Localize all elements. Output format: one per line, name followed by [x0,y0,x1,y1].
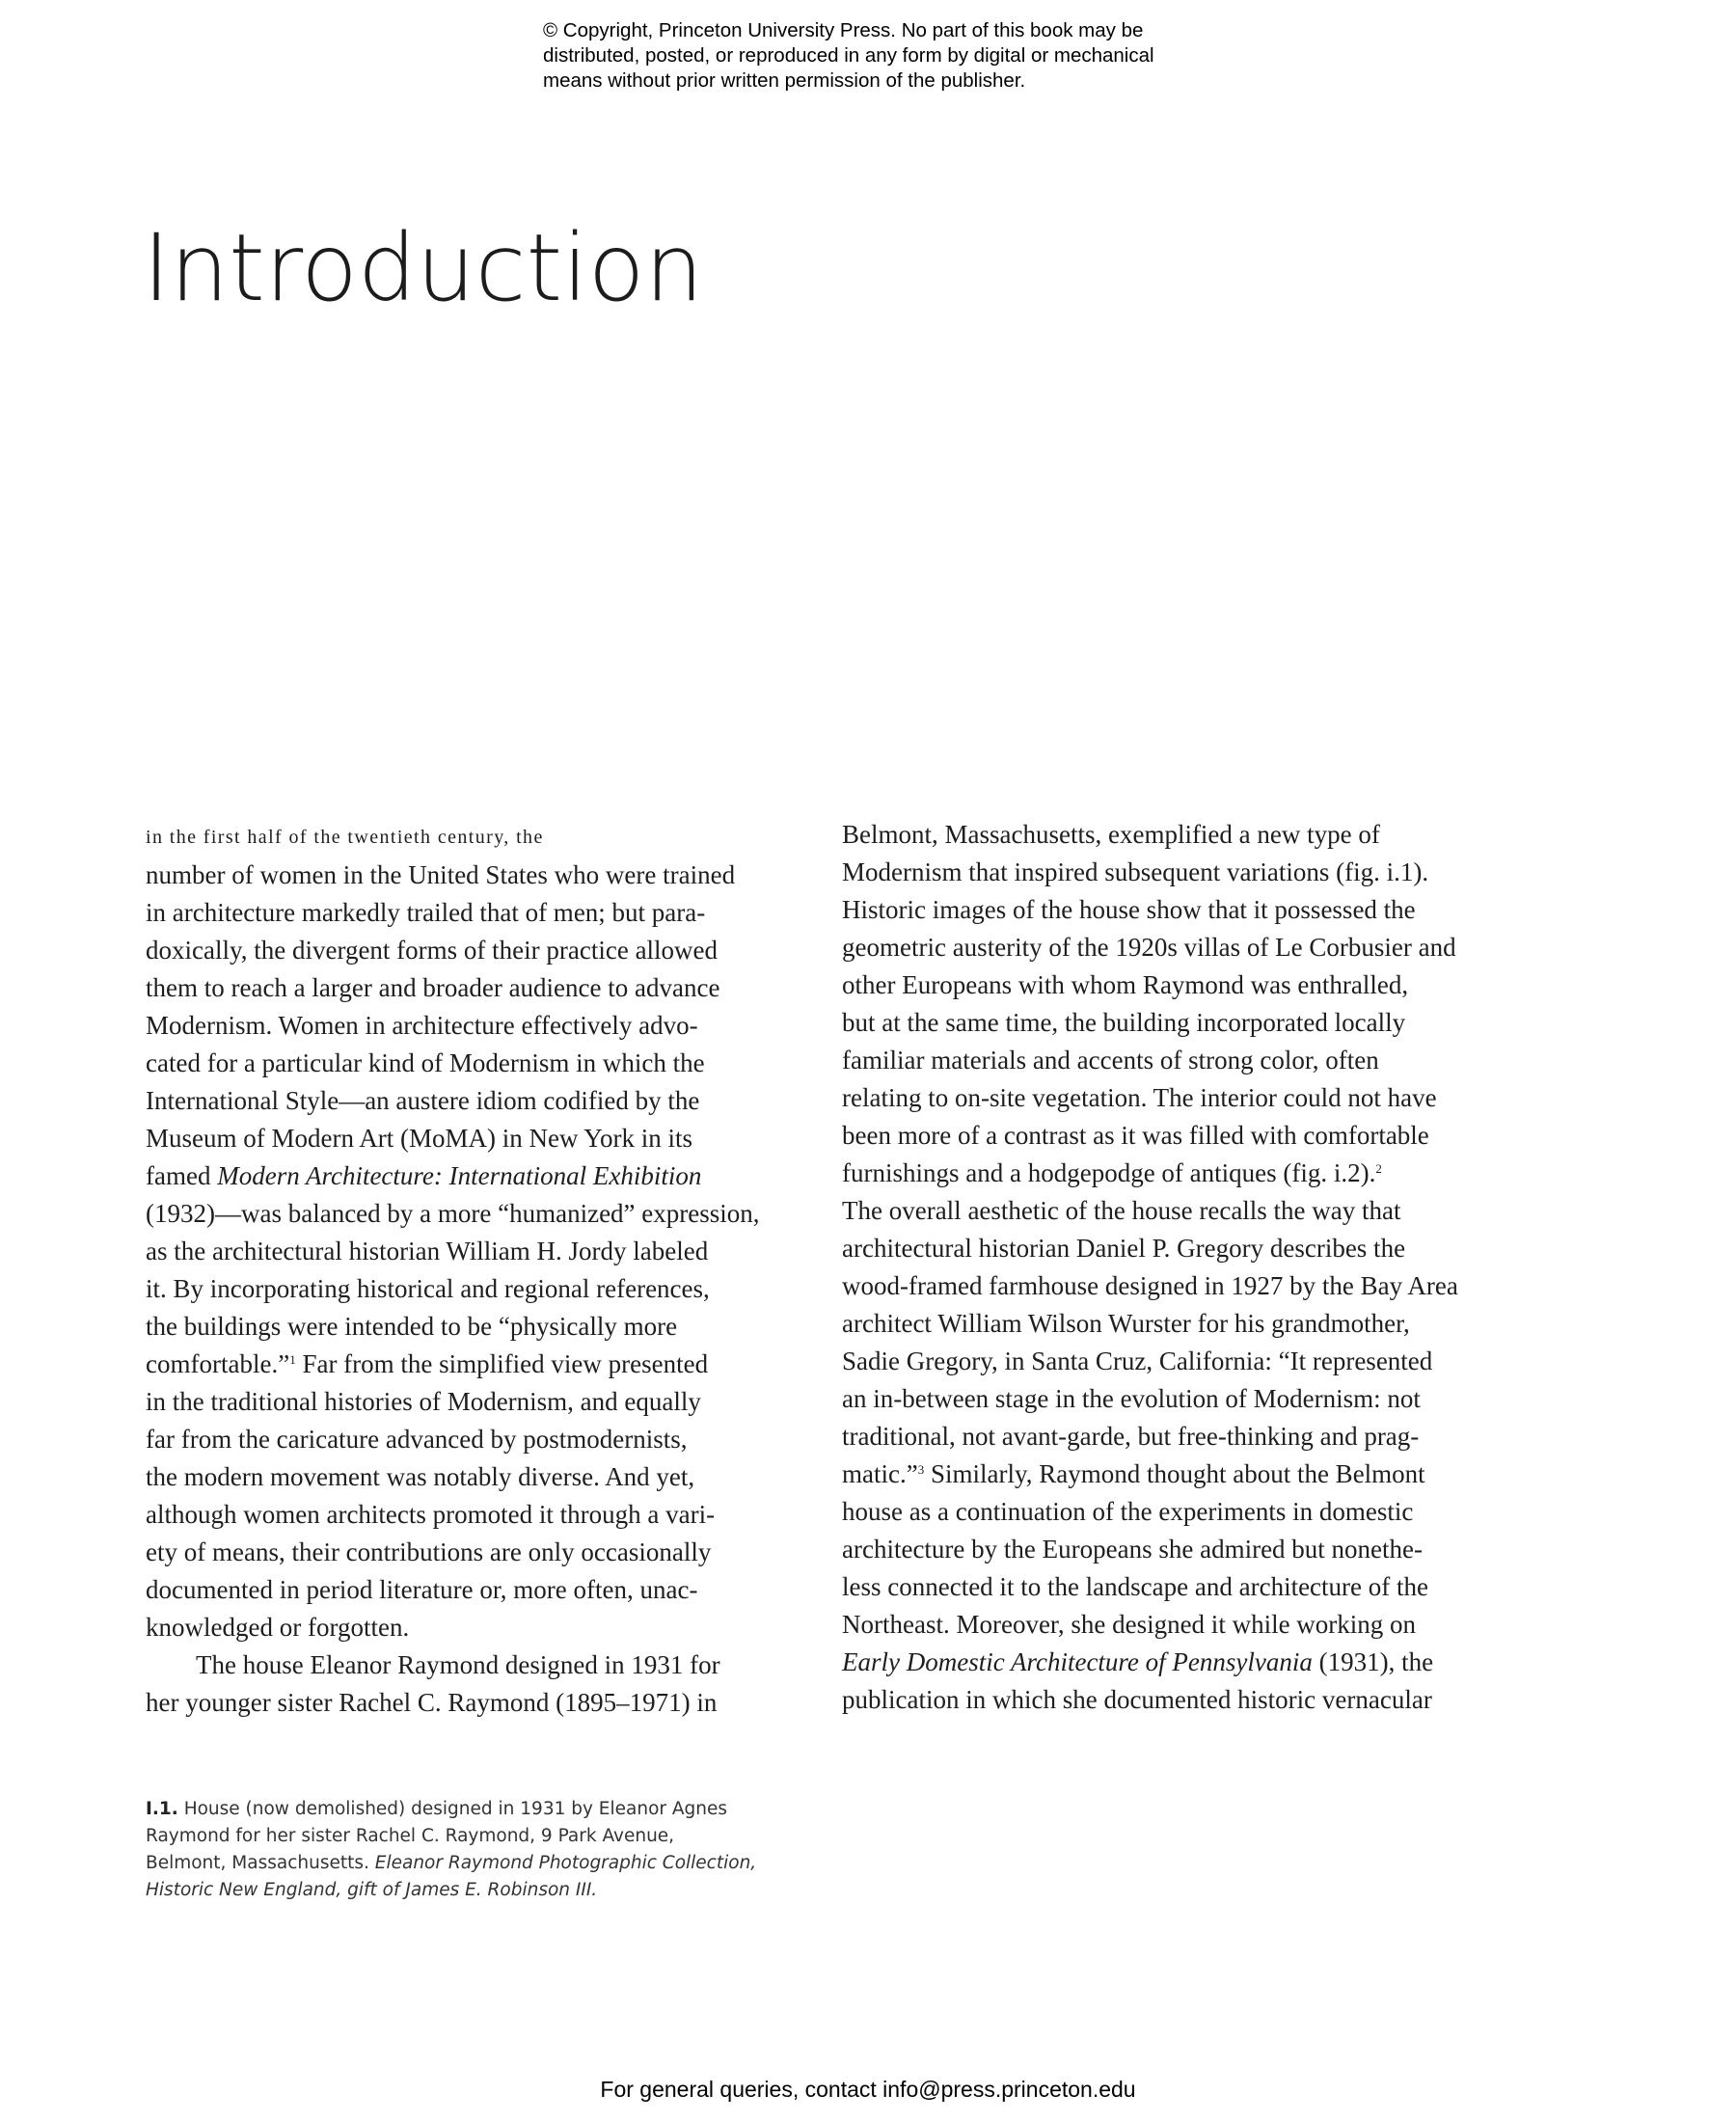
figure-label: I.1. [146,1799,178,1819]
text-line: cated for a particular kind of Modernism in which the [146,1048,705,1077]
text-line: less connected it to the landscape and architecture of the [842,1572,1428,1601]
text-line: knowledged or forgotten. [146,1613,410,1642]
text-line: architect William Wilson Wurster for his grandmother, [842,1309,1410,1338]
text-line: wood-framed farmhouse designed in 1927 by the Bay Area [842,1271,1458,1300]
text-line: in the traditional histories of Modernism, and equally [146,1387,701,1416]
copyright-line: means without prior written permission of the publisher. [543,69,1026,92]
text-fragment: famed [146,1161,218,1190]
text-line: familiar materials and accents of strong color, often [842,1046,1379,1075]
text-line: house as a continuation of the experiments in domestic [842,1497,1414,1526]
text-line: The overall aesthetic of the house recalls the way that [842,1196,1401,1225]
copyright-line: distributed, posted, or reproduced in any form by digital or mechanical [543,44,1154,67]
text-line [842,1644,1517,1681]
exhibition-title: Modern Architecture: International Exhibition [217,1161,702,1190]
text-line: Modernism. Women in architecture effectively advo- [146,1011,698,1040]
text-line: an in-between stage in the evolution of Modernism: not [842,1384,1421,1413]
text-line: as the architectural historian William H. Jordy labeled [146,1237,709,1265]
text-line [842,1155,1517,1192]
footnote-ref-1[interactable]: 1 [289,1352,296,1367]
text-line [842,1455,1517,1493]
text-line: them to reach a larger and broader audience to advance [146,973,720,1002]
text-line [146,1157,801,1195]
left-text-column [146,816,801,1722]
caption-text: Belmont, Massachusetts. [146,1853,375,1873]
text-line: Sadie Gregory, in Santa Cruz, California: “It represented [842,1347,1433,1375]
text-line: although women architects promoted it through a vari- [146,1500,716,1529]
caption-credit: Eleanor Raymond Photographic Collection, [374,1853,757,1873]
copyright-notice [543,18,1237,94]
text-fragment: matic.” [842,1459,918,1488]
caption-text: House (now demolished) designed in 1931 by Eleanor Agnes [177,1799,728,1819]
caption-line: Raymond for her sister Rachel C. Raymond, 9 Park Avenue, [146,1826,675,1846]
text-line: The house Eleanor Raymond designed in 1931 for [196,1650,720,1679]
footnote-ref-2[interactable]: 2 [1375,1161,1382,1176]
text-fragment: Far from the simplified view presented [295,1349,709,1378]
text-line: far from the caricature advanced by postmodernists, [146,1425,688,1454]
caption-credit: Historic New England, gift of James E. Robinson III. [146,1880,598,1900]
text-line: architecture by the Europeans she admired but nonethe- [842,1535,1424,1564]
text-line: (1932)—was balanced by a more “humanized” expression, [146,1199,760,1228]
text-line: Belmont, Massachusetts, exemplified a new type of [842,820,1380,849]
text-line: architectural historian Daniel P. Gregory describes the [842,1234,1406,1263]
text-line [146,1346,801,1383]
text-fragment: comfortable.” [146,1349,290,1378]
text-line: Modernism that inspired subsequent variations (fig. i.1). [842,857,1429,886]
caption-line [146,1877,801,1904]
text-line: ety of means, their contributions are only occasionally [146,1537,712,1566]
text-line: traditional, not avant-garde, but free-thinking and prag- [842,1422,1420,1451]
text-line: documented in period literature or, more often, unac- [146,1575,698,1604]
text-line: the buildings were intended to be “physically more [146,1312,678,1341]
copyright-line: © Copyright, Princeton University Press. No part of this book may be [543,19,1144,41]
text-line: Museum of Modern Art (MoMA) in New York in its [146,1124,692,1153]
text-line: her younger sister Rachel C. Raymond (1895–1971) in [146,1688,718,1717]
footer-contact: For general queries, contact info@press.princeton.edu [600,2077,1136,2102]
text-fragment: (1931), the [1312,1647,1434,1676]
page-title: Introduction [143,214,704,322]
text-line: doxically, the divergent forms of their practice allowed [146,936,719,965]
figure-caption [146,1796,801,1904]
text-line [146,816,801,857]
text-line: geometric austerity of the 1920s villas of Le Corbusier and [842,933,1456,962]
book-title: Early Domestic Architecture of Pennsylvania [842,1647,1313,1676]
text-line: other Europeans with whom Raymond was enthralled, [842,970,1409,999]
text-fragment: Similarly, Raymond thought about the Belmont [924,1459,1425,1488]
text-line: relating to on-site vegetation. The interior could not have [842,1083,1437,1112]
right-text-column [842,816,1517,1719]
caption-line [146,1796,801,1823]
opening-small-caps: in the first half of the twentieth century, the [146,827,544,848]
text-line: it. By incorporating historical and regional references, [146,1274,710,1303]
text-line: been more of a contrast as it was filled with comfortable [842,1121,1429,1150]
text-line: Historic images of the house show that it possessed the [842,895,1416,924]
text-line: in architecture markedly trailed that of men; but para- [146,898,706,927]
text-line: Northeast. Moreover, she designed it while working on [842,1610,1417,1639]
text-line: number of women in the United States who were trained [146,860,736,889]
text-line: but at the same time, the building incorporated locally [842,1008,1406,1037]
text-line: International Style—an austere idiom codified by the [146,1086,700,1115]
footnote-ref-3[interactable]: 3 [917,1462,925,1477]
text-line: publication in which she documented historic vernacular [842,1685,1432,1714]
text-fragment: furnishings and a hodgepodge of antiques (fig. i.2). [842,1158,1376,1187]
text-line: the modern movement was notably diverse. And yet, [146,1462,695,1491]
caption-line [146,1850,801,1877]
